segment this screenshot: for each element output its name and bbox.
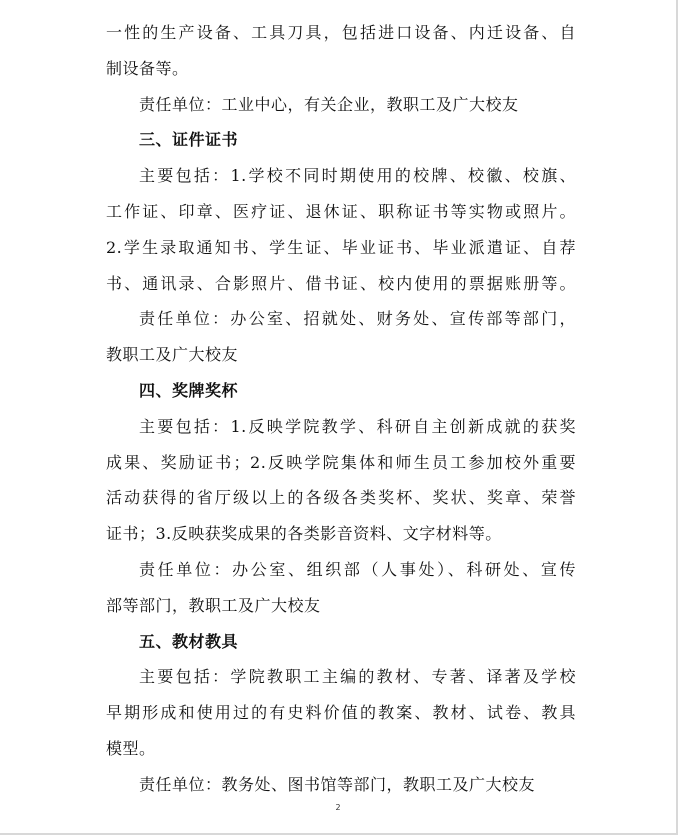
page-number: 2 xyxy=(335,803,341,812)
section-heading-teaching-materials: 五、教材教具 xyxy=(139,631,239,651)
paragraph-line: 部等部门，教职工及广大校友 xyxy=(106,595,321,615)
paragraph-line: 证书；3.反映获奖成果的各类影音资料、文字材料等。 xyxy=(106,524,502,544)
paragraph-line: 一性的生产设备、工具刀具，包括进口设备、内迁设备、自 xyxy=(106,23,576,42)
responsibility-line: 责任单位：教务处、图书馆等部门，教职工及广大校友 xyxy=(139,774,536,794)
paragraph-line: 主要包括：学院教职工主编的教材、专著、译著及学校 xyxy=(139,667,576,687)
paragraph-line: 成果、奖励证书；2.反映学院集体和师生员工参加校外重要 xyxy=(106,452,576,472)
paragraph-line: 工作证、印章、医疗证、退休证、职称证书等实物或照片。 xyxy=(106,201,576,221)
paragraph-line: 主要包括：1.反映学院教学、科研自主创新成就的获奖 xyxy=(139,416,576,436)
section-heading-awards: 四、奖牌奖杯 xyxy=(139,380,239,400)
document-body xyxy=(106,15,576,803)
paragraph-line: 2.学生录取通知书、学生证、毕业证书、毕业派遣证、自荐 xyxy=(106,237,576,257)
section-heading-certificates: 三、证件证书 xyxy=(139,130,239,150)
paragraph-line: 书、通讯录、合影照片、借书证、校内使用的票据账册等。 xyxy=(106,273,576,293)
paragraph-line: 教职工及广大校友 xyxy=(106,345,239,365)
paragraph-line: 模型。 xyxy=(106,738,156,758)
responsibility-line: 责任单位：工业中心，有关企业，教职工及广大校友 xyxy=(139,94,519,114)
paragraph-line: 早期形成和使用过的有史料价值的教案、教材、试卷、教具 xyxy=(106,703,576,723)
paragraph-line: 主要包括：1.学校不同时期使用的校牌、校徽、校旗、 xyxy=(139,166,576,186)
paragraph-line: 活动获得的省厅级以上的各级各类奖杯、奖状、奖章、荣誉 xyxy=(106,488,576,508)
responsibility-line: 责任单位：办公室、招就处、财务处、宣传部等部门， xyxy=(139,309,576,329)
responsibility-line: 责任单位：办公室、组织部（人事处）、科研处、宣传 xyxy=(139,559,576,579)
paragraph-line: 制设备等。 xyxy=(106,58,189,78)
